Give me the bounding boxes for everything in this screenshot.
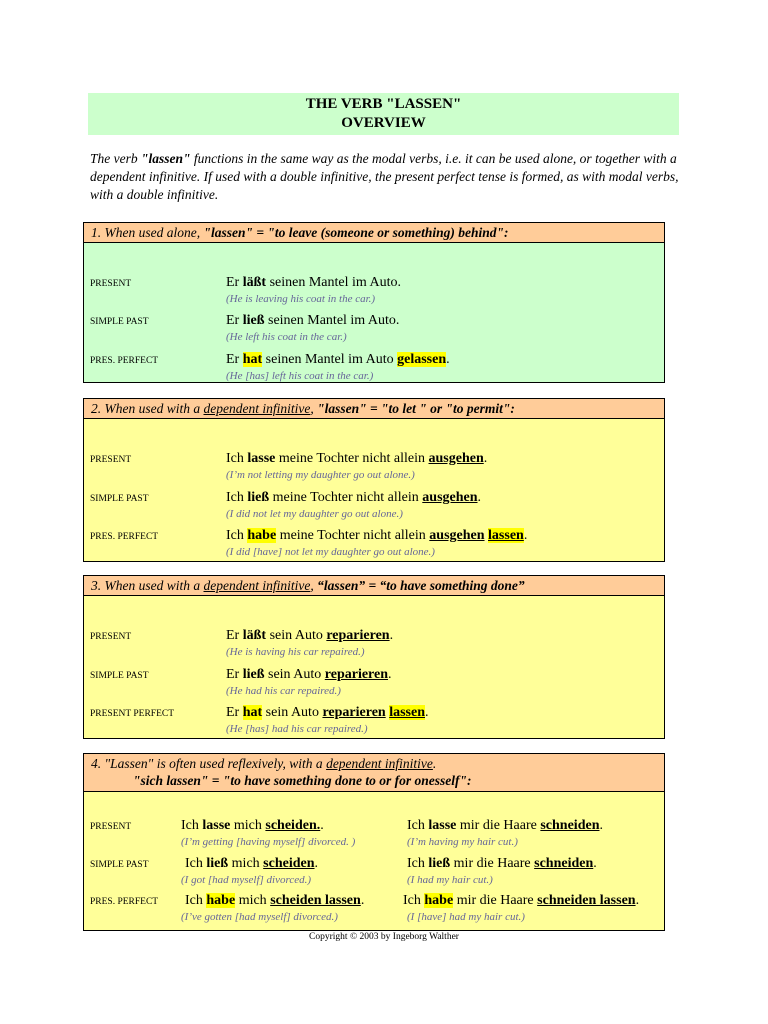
word: Ich [407, 818, 429, 833]
word: Er [226, 275, 243, 290]
punctuation: . [477, 490, 482, 505]
tense-label: SIMPLE PAST [90, 671, 149, 681]
word: Er [226, 313, 243, 328]
punctuation: . [599, 818, 603, 833]
section-4-body [84, 792, 664, 930]
verb-form: hat [242, 352, 263, 367]
section-1-body [84, 243, 664, 382]
word: mich [235, 893, 271, 908]
intro-text-pre: The verb [90, 151, 141, 166]
word: seinen Mantel im Auto. [264, 313, 400, 328]
section-1 [83, 222, 665, 383]
section-4-header-line1 [91, 755, 664, 772]
double-infinitive: lassen [488, 528, 524, 543]
infinitive: ausgehen [422, 490, 478, 505]
english-translation-right: (I had my hair cut.) [407, 874, 493, 886]
section-3-body [84, 596, 664, 738]
verb-form: läßt [242, 275, 267, 290]
section-3-header-text: 3. When used with a [91, 578, 204, 593]
punctuation: . [320, 818, 324, 833]
german-sentence-left [185, 855, 318, 872]
infinitive: schneiden [534, 856, 594, 871]
english-translation-right: (I’m having my hair cut.) [407, 836, 518, 848]
word: meine Tochter nicht allein [275, 451, 429, 466]
intro-paragraph [90, 150, 680, 204]
word: Er [226, 352, 243, 367]
english-translation-left: (I’m getting [having myself] divorced. ) [181, 836, 356, 848]
word: Ich [185, 893, 207, 908]
section-1-header-text: 1. When used alone, [91, 225, 204, 240]
word: Er [226, 705, 243, 720]
german-sentence [226, 627, 393, 644]
intro-text-post: functions in the same way as the modal verbs, i.e. it can be used alone, or together with a dependent infinitive. If used with a double infinitive, the present perfect tense is formed, as with modal verbs, with a double infinitive. [90, 151, 679, 202]
word: Ich [226, 451, 248, 466]
tense-label: PRESENT [90, 279, 132, 289]
punctuation: . [425, 705, 429, 720]
tense-label: SIMPLE PAST [90, 494, 149, 504]
copyright: Copyright © 2003 by Ingeborg Walther [309, 932, 459, 942]
punctuation: . [360, 893, 365, 908]
english-translation: (He is leaving his coat in the car.) [226, 293, 376, 305]
infinitive: reparieren [324, 667, 389, 682]
verb-form: ließ [206, 856, 229, 871]
german-sentence [226, 450, 487, 467]
word: mir die Haare [453, 893, 538, 908]
english-translation: (I did [have] not let my daughter go out alone.) [226, 546, 435, 558]
double-infinitive: scheiden lassen [270, 893, 361, 908]
section-4-header-underlined: dependent infinitive [326, 756, 433, 771]
section-1-header-definition: "lassen" = "to leave (someone or something) behind": [203, 225, 509, 240]
verb-form: habe [247, 528, 277, 543]
participle: gelassen [397, 352, 447, 367]
english-translation: (I’m not letting my daughter go out alone.) [226, 469, 415, 481]
infinitive: schneiden [540, 818, 600, 833]
word: Ich [181, 818, 203, 833]
english-translation: (He [has] had his car repaired.) [226, 723, 368, 735]
german-sentence-right [403, 892, 639, 909]
punctuation: . [388, 667, 392, 682]
word: mich [228, 856, 264, 871]
verb-form: hat [242, 705, 263, 720]
infinitive: reparieren [326, 628, 390, 643]
section-2-header-underlined: dependent infinitive [203, 401, 311, 416]
verb-form: ließ [247, 490, 270, 505]
section-3-header [84, 576, 664, 596]
punctuation: . [389, 628, 394, 643]
word: meine Tochter nicht allein [276, 528, 430, 543]
section-2-header-comma: , [310, 401, 318, 416]
word: meine Tochter nicht allein [269, 490, 423, 505]
infinitive: reparieren [322, 705, 386, 720]
section-2-header [84, 399, 664, 419]
verb-form: ließ [242, 313, 265, 328]
verb-form: lasse [247, 451, 276, 466]
word: Er [226, 628, 243, 643]
section-4 [83, 753, 665, 931]
english-translation: (I did not let my daughter go out alone.) [226, 508, 403, 520]
section-3-header-definition: “lassen” = “to have something done” [317, 578, 525, 593]
infinitive: ausgehen [428, 451, 484, 466]
german-sentence [226, 527, 527, 544]
section-4-header-text: 4. "Lassen" is often used reflexively, with a [91, 756, 327, 771]
infinitive: scheiden [263, 856, 315, 871]
section-2 [83, 398, 665, 562]
word: sein Auto [262, 705, 323, 720]
german-sentence [226, 312, 399, 329]
english-translation: (He had his car repaired.) [226, 685, 341, 697]
intro-text-bold: "lassen" [141, 151, 191, 166]
english-translation-right: (I [have] had my hair cut.) [407, 911, 525, 923]
word: Ich [407, 856, 429, 871]
verb-form: ließ [242, 667, 265, 682]
section-3-header-underlined: dependent infinitive [203, 578, 311, 593]
word: seinen Mantel im Auto [262, 352, 398, 367]
punctuation: . [446, 352, 450, 367]
section-1-header [84, 223, 664, 243]
punctuation: . [314, 856, 319, 871]
tense-label: PRES. PERFECT [90, 356, 159, 366]
tense-label: PRESENT [90, 822, 132, 832]
section-4-header-period: . [432, 756, 437, 771]
english-translation: (He left his coat in the car.) [226, 331, 347, 343]
german-sentence [226, 666, 392, 683]
word: Ich [403, 893, 425, 908]
infinitive: ausgehen [429, 528, 485, 543]
section-2-body [84, 419, 664, 561]
section-2-header-definition: "lassen" = "to let " or "to permit": [317, 401, 515, 416]
german-sentence-left [185, 892, 364, 909]
word: mich [230, 818, 266, 833]
verb-form: läßt [242, 628, 267, 643]
word: sein Auto [264, 667, 325, 682]
german-sentence [226, 704, 429, 721]
english-translation-left: (I’ve gotten [had myself] divorced.) [181, 911, 338, 923]
english-translation: (He [has] left his coat in the car.) [226, 370, 374, 382]
tense-label: PRESENT [90, 632, 132, 642]
verb-form: habe [424, 893, 454, 908]
tense-label: PRESENT [90, 455, 132, 465]
verb-form: habe [206, 893, 236, 908]
punctuation: . [523, 528, 528, 543]
word: mir die Haare [450, 856, 535, 871]
section-4-header-definition: "sich lassen" = "to have something done to or for onesself": [133, 773, 472, 788]
double-infinitive: schneiden lassen [537, 893, 636, 908]
german-sentence-right [407, 855, 597, 872]
verb-form: lasse [428, 818, 457, 833]
punctuation: . [483, 451, 488, 466]
word: Ich [226, 528, 248, 543]
german-sentence [226, 351, 450, 368]
section-2-header-text: 2. When used with a [91, 401, 204, 416]
german-sentence-left [181, 817, 324, 834]
english-translation-left: (I got [had myself] divorced.) [181, 874, 312, 886]
infinitive: scheiden. [265, 818, 321, 833]
german-sentence [226, 489, 481, 506]
tense-label: PRES. PERFECT [90, 532, 159, 542]
german-sentence [226, 274, 401, 291]
punctuation: . [635, 893, 640, 908]
section-4-header [84, 754, 664, 792]
german-sentence-right [407, 817, 603, 834]
tense-label: PRES. PERFECT [90, 897, 159, 907]
section-3 [83, 575, 665, 739]
word: mir die Haare [456, 818, 541, 833]
word: sein Auto [266, 628, 327, 643]
page-title-box [88, 93, 679, 135]
tense-label: PRESENT PERFECT [90, 709, 175, 719]
verb-form: lasse [202, 818, 231, 833]
tense-label: SIMPLE PAST [90, 317, 149, 327]
verb-form: ließ [428, 856, 451, 871]
word: Ich [226, 490, 248, 505]
section-3-header-comma: , [310, 578, 318, 593]
page-title: THE VERB "LASSEN" [305, 96, 462, 112]
word: Ich [185, 856, 207, 871]
tense-label: SIMPLE PAST [90, 860, 149, 870]
page-subtitle: OVERVIEW [341, 115, 426, 131]
punctuation: . [593, 856, 597, 871]
double-infinitive: lassen [389, 705, 425, 720]
word: seinen Mantel im Auto. [266, 275, 401, 290]
word: Er [226, 667, 243, 682]
english-translation: (He is having his car repaired.) [226, 646, 365, 658]
